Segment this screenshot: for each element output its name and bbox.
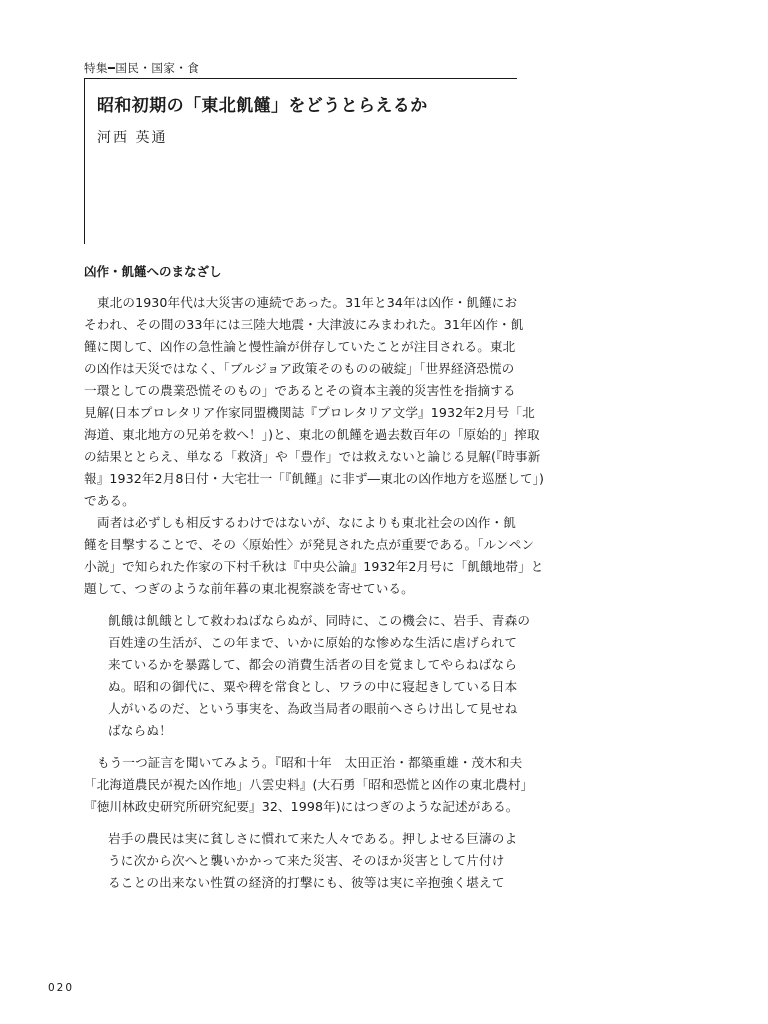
body-paragraph bbox=[84, 752, 534, 818]
article-author: 河西 英通 bbox=[97, 130, 168, 146]
quote-line: 人がいるのだ、という事実を、為政当局者の眼前へさらけ出して見せね bbox=[108, 701, 518, 716]
body-paragraph bbox=[84, 512, 544, 600]
quote-line: 来ているかを暴露して、都会の消費生活者の目を覚ましてやらねばなら bbox=[108, 657, 518, 672]
quote-line: 飢餓は飢餓として救わねばならぬが、同時に、この機会に、岩手、青森の bbox=[108, 613, 531, 628]
text-line: の結果ととらえ、単なる「救済」や「豊作」では救えないと論じる見解(『時事新 bbox=[84, 449, 541, 464]
text-line: 小説」で知られた作家の下村千秋は『中央公論』1932年2月号に「飢餓地帯」と bbox=[84, 559, 544, 574]
section-heading: 凶作・飢饉へのまなざし bbox=[84, 264, 222, 279]
text-line: 饉を目撃することで、その〈原始性〉が発見された点が重要である。「ルンペン bbox=[84, 537, 535, 552]
block-quote bbox=[108, 828, 518, 894]
text-line: 一環としての農業恐慌そのもの」であるとその資本主義的災害性を指摘する bbox=[84, 383, 516, 398]
series-label: 特集━国民・国家・食 bbox=[84, 61, 200, 75]
text-line: 両者は必ずしも相反するわけではないが、なによりも東北社会の凶作・飢 bbox=[97, 515, 516, 530]
text-line: 「北海道農民が視た凶作地」八雲史料』(大石勇「昭和恐慌と凶作の東北農村」 bbox=[84, 777, 534, 792]
quote-line: 百姓達の生活が、この年まで、いかに原始的な惨めな生活に虐げられて bbox=[108, 635, 518, 650]
block-quote bbox=[108, 610, 531, 742]
body-paragraph bbox=[84, 292, 544, 512]
text-line: 報』1932年2月8日付・大宅壮一「『飢饉』に非ず―東北の凶作地方を巡歴して」) bbox=[84, 471, 544, 486]
text-line: 『徳川林政史研究所研究紀要』32、1998年)にはつぎのような記述がある。 bbox=[84, 799, 519, 814]
text-line: 饉に関して、凶作の急性論と慢性論が併存していたことが注目される。東北 bbox=[84, 339, 516, 354]
text-line: もう一つ証言を聞いてみよう。『昭和十年 太田正治・都築重雄・茂木和夫 bbox=[97, 755, 523, 770]
text-line: 見解(日本プロレタリア作家同盟機関誌『プロレタリア文学』1932年2月号「北 bbox=[84, 405, 535, 420]
text-line: そわれ、その間の33年には三陸大地震・大津波にみまわれた。31年凶作・飢 bbox=[84, 317, 524, 332]
quote-line: ぬ。昭和の御代に、粟や稗を常食とし、ワラの中に寝起きしている日本 bbox=[108, 679, 518, 694]
quote-line: 岩手の農民は実に貧しさに慣れて来た人々である。押しよせる巨濤のよ bbox=[108, 831, 518, 846]
text-line: の凶作は天災ではなく、「ブルジョア政策そのものの破綻」「世界経済恐慌の bbox=[84, 361, 515, 376]
text-line: である。 bbox=[84, 493, 135, 508]
article-header bbox=[84, 78, 517, 244]
quote-line: ばならぬ！ bbox=[108, 723, 172, 738]
quote-line: うに次から次へと襲いかかって来た災害、そのほか災害として片付け bbox=[108, 853, 505, 868]
page-number: 020 bbox=[48, 982, 75, 994]
article-title: 昭和初期の「東北飢饉」をどうとらえるか bbox=[97, 96, 428, 116]
text-line: 題して、つぎのような前年暮の東北視察談を寄せている。 bbox=[84, 581, 414, 596]
text-line: 東北の1930年代は大災害の連続であった。31年と34年は凶作・飢饉にお bbox=[97, 295, 518, 310]
text-line: 海道、東北地方の兄弟を救へ！」)と、東北の飢饉を過去数百年の「原始的」搾取 bbox=[84, 427, 540, 442]
quote-line: ることの出来ない性質の経済的打撃にも、彼等は実に辛抱強く堪えて bbox=[108, 875, 505, 890]
